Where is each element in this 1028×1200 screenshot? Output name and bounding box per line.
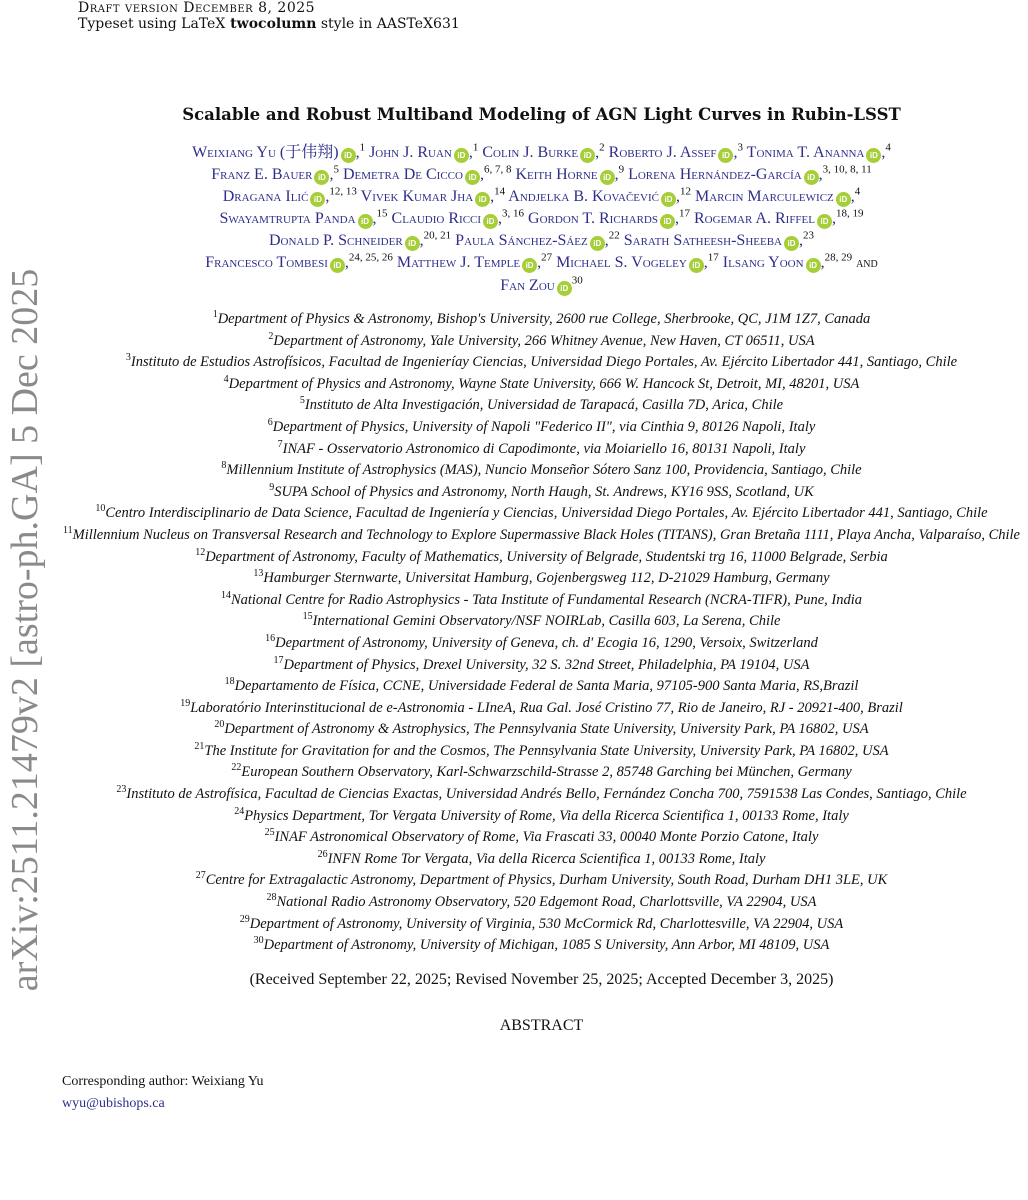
- author: Weixiang Yu (于伟翔) iD ,$^1$: [192, 141, 366, 161]
- affiliation-text: Physics Department, Tor Vergata University of Rome, Via della Ricerca Scientifica 1, 00133 Rome, Italy: [244, 807, 849, 824]
- footnote: [62, 1071, 1028, 1115]
- arxiv-stamp: arXiv:2511.21479v2 [astro-ph.GA] 5 Dec 2025: [4, 268, 46, 992]
- affiliation-text: INAF Astronomical Observatory of Rome, Via Frascati 33, 00040 Monte Porzio Catone, Italy: [274, 829, 819, 846]
- author-line: [55, 186, 1028, 208]
- affiliation-text: Instituto de Astrofísica, Facultad de Ciencias Exactas, Universidad Andrés Bello, Fernández Concha 700, 7591538 Las Condes, Santiago, Chile: [126, 786, 967, 803]
- affiliation-text: Department of Astronomy, University of Michigan, 1085 S University, Ann Arbor, MI 48109, USA: [263, 937, 830, 954]
- author-name[interactable]: Marcin Marculewicz: [694, 188, 834, 205]
- author: Andjelka B. Kovačević iD ,$^{12}$: [508, 185, 691, 205]
- affiliation-number: 4: [223, 373, 229, 385]
- affiliation-index: 9: [618, 163, 625, 176]
- affiliation-index: 23: [803, 229, 814, 242]
- orcid-icon[interactable]: iD: [836, 192, 851, 207]
- author-name[interactable]: Andjelka B. Kovačević: [508, 188, 659, 205]
- affiliation-text: Department of Astronomy, University of Virginia, 530 McCormick Rd, Charlottesville, VA 22904, USA: [249, 915, 844, 932]
- affiliation-index: 18, 19: [836, 207, 864, 220]
- affiliation-index: 28, 29: [824, 251, 853, 264]
- author-name[interactable]: Demetra De Cicco: [342, 166, 463, 183]
- affiliation-number: 25: [264, 827, 275, 839]
- affiliation: [55, 525, 1028, 547]
- author-line: [55, 275, 1028, 297]
- author-line: [55, 208, 1028, 230]
- affiliation: [55, 503, 1028, 525]
- abstract-heading: ABSTRACT: [499, 1016, 584, 1034]
- orcid-icon[interactable]: iD: [661, 192, 676, 207]
- affiliation-number: 9: [269, 481, 275, 493]
- affiliation-index: 3: [737, 141, 743, 154]
- author: Dragana Ilić iD ,$^{12, 13}$: [222, 185, 357, 205]
- affiliation: [55, 892, 1028, 914]
- affiliation-text: National Radio Astronomy Observatory, 520 Edgemont Road, Charlottsville, VA 22904, USA: [276, 894, 817, 911]
- affiliation-text: Department of Astronomy, Yale University, 266 Whitney Avenue, New Haven, CT 06511, USA: [273, 332, 815, 349]
- orcid-icon[interactable]: iD: [465, 170, 480, 185]
- orcid-icon[interactable]: iD: [590, 236, 605, 251]
- orcid-icon[interactable]: iD: [483, 214, 498, 229]
- orcid-icon[interactable]: iD: [689, 258, 704, 273]
- affiliation-text: Department of Astronomy & Astrophysics, The Pennsylvania State University, University Park, PA 16802, USA: [224, 721, 869, 738]
- affiliation-index: 17: [707, 251, 719, 264]
- author-line: [55, 164, 1028, 186]
- affiliation-index: 3, 16: [502, 207, 525, 220]
- affiliation: [55, 784, 1028, 806]
- affiliation: [55, 590, 1028, 612]
- affiliation-text: Centro Interdisciplinario de Data Science, Facultad de Ingeniería y Ciencias, Universidad Diego Portales, Av. Ejército Libertador 441, Santiago, Chile: [105, 505, 988, 522]
- affiliation: [55, 439, 1028, 461]
- affiliation-text: Millennium Institute of Astrophysics (MAS), Nuncio Monseñor Sótero Sanz 100, Providencia, Santiago, Chile: [226, 462, 862, 479]
- author: Vivek Kumar Jha iD ,$^{14}$: [360, 185, 506, 205]
- author: Keith Horne iD ,$^9$: [515, 163, 625, 183]
- author-name[interactable]: Keith Horne: [515, 166, 598, 183]
- author: Gordon T. Richards iD ,$^{17}$: [528, 207, 690, 227]
- affiliation: [55, 547, 1028, 569]
- author-name[interactable]: Michael S. Vogeley: [556, 254, 687, 271]
- affiliation-number: 28: [266, 892, 277, 904]
- affiliation: [55, 395, 1028, 417]
- affiliation-index: 14: [494, 185, 506, 198]
- affiliation-text: SUPA School of Physics and Astronomy, North Haugh, St. Andrews, KY16 9SS, Scotland, UK: [274, 483, 814, 500]
- and-word: and: [856, 256, 878, 271]
- typeset-text: Typeset using: [78, 16, 182, 32]
- author: Swayamtrupta Panda iD ,$^{15}$: [219, 207, 388, 227]
- author-line: [55, 230, 1028, 252]
- affiliation-index: 20, 21: [423, 229, 452, 242]
- affiliation: [55, 460, 1028, 482]
- affiliation: [55, 417, 1028, 439]
- author: Francesco Tombesi iD ,$^{24, 25, 26}$: [205, 251, 393, 271]
- affiliation-number: 17: [273, 654, 284, 666]
- orcid-icon[interactable]: iD: [330, 258, 345, 273]
- author: Roberto J. Assef iD ,$^3$: [608, 141, 743, 161]
- typeset-style: twocolumn: [225, 16, 317, 32]
- affiliation: [55, 914, 1028, 936]
- affiliation-number: 23: [116, 784, 127, 796]
- orcid-icon[interactable]: iD: [784, 236, 799, 251]
- orcid-icon[interactable]: iD: [866, 148, 881, 163]
- affiliation: [55, 762, 1028, 784]
- affiliation-index: 12: [679, 185, 691, 198]
- corresponding-author: Corresponding author: Weixiang Yu: [62, 1073, 264, 1089]
- affiliation-number: 11: [63, 525, 73, 537]
- author-name[interactable]: Franz E. Bauer: [211, 166, 313, 183]
- affiliation: [55, 568, 1028, 590]
- affiliation-text: INAF - Osservatorio Astronomico di Capodimonte, via Moiariello 16, 80131 Napoli, Italy: [282, 440, 806, 457]
- affiliation-index: 17: [678, 207, 690, 220]
- affiliation-text: Laboratório Interinstitucional de e-Astronomia - LIneA, Rua Gal. José Cristino 77, Rio de Janeiro, RJ - 20921-400, Brazil: [190, 699, 903, 716]
- affiliation: [55, 827, 1028, 849]
- author: Sarath Satheesh-Sheeba iD ,$^{23}$: [623, 229, 814, 249]
- affiliation-number: 12: [195, 546, 206, 558]
- orcid-icon[interactable]: iD: [804, 170, 819, 185]
- affiliation-number: 20: [214, 719, 225, 731]
- affiliation-number: 19: [180, 697, 191, 709]
- author: Tonima T. Ananna iD ,$^4$: [746, 141, 891, 161]
- affiliation: [55, 633, 1028, 655]
- affiliation-index: 27: [541, 251, 553, 264]
- author-line: [55, 252, 1028, 275]
- affiliation-text: Department of Astronomy, University of Geneva, ch. d' Ecogia 16, 1290, Versoix, Switzerland: [275, 634, 818, 651]
- received-dates: (Received September 22, 2025; Revised November 25, 2025; Accepted December 3, 2025): [249, 970, 834, 988]
- author-name[interactable]: Fan Zou: [500, 277, 555, 294]
- affiliation-text: INFN Rome Tor Vergata, Via della Ricerca Scientifica 1, 00133 Rome, Italy: [327, 850, 766, 867]
- affiliation-number: 14: [220, 589, 231, 601]
- affiliation-number: 21: [194, 741, 205, 753]
- affiliation-text: Department of Physics, University of Napoli "Federico II", via Cinthia 9, 80126 Napoli, Italy: [272, 418, 816, 435]
- latex-logo: LaTeX: [181, 16, 226, 32]
- author-name[interactable]: John J. Ruan: [369, 144, 452, 161]
- affiliation-index: 30: [571, 274, 583, 287]
- author: Lorena Hernández-García iD ,$^{3, 10, 8, 11}$: [628, 163, 872, 183]
- affiliation-text: Instituto de Estudios Astrofísicos, Facultad de Ingenieríay Ciencias, Universidad Diego Portales, Av. Ejército Libertador 441, Santiago, Chile: [130, 354, 958, 371]
- author-name[interactable]: Paula Sánchez-Sáez: [455, 232, 588, 249]
- affiliation-index: 4: [885, 141, 891, 154]
- affiliation-number: 7: [277, 438, 283, 450]
- author: Claudio Ricci iD ,$^{3, 16}$: [391, 207, 525, 227]
- affiliation-text: Centre for Extragalactic Astronomy, Department of Physics, Durham University, South Road, Durham DH1 3LE, UK: [205, 872, 888, 889]
- author-list: [55, 142, 1028, 297]
- affiliation-text: National Centre for Radio Astrophysics - Tata Institute of Fundamental Research (NCRA-TIFR), Pune, India: [230, 591, 863, 608]
- typeset-text: style in AASTeX631: [316, 16, 460, 32]
- orcid-icon[interactable]: iD: [660, 214, 675, 229]
- affiliation-index: 2: [599, 141, 605, 154]
- affiliation-number: 6: [267, 417, 273, 429]
- author-name[interactable]: Dragana Ilić: [222, 188, 309, 205]
- affiliation-index: 1: [472, 141, 479, 154]
- affiliation-number: 29: [239, 913, 250, 925]
- affiliation-text: International Gemini Observatory/NSF NOIRLab, Casilla 603, La Serena, Chile: [312, 613, 781, 630]
- affiliation-index: 24, 25, 26: [348, 251, 393, 264]
- affiliation-number: 15: [302, 611, 313, 623]
- affiliation: [55, 849, 1028, 871]
- author-name[interactable]: Vivek Kumar Jha: [360, 188, 474, 205]
- author: [500, 274, 583, 294]
- orcid-icon[interactable]: iD: [600, 170, 615, 185]
- affiliation: [55, 352, 1028, 374]
- author: Paula Sánchez-Sáez iD ,$^{22}$: [455, 229, 620, 249]
- orcid-icon[interactable]: iD: [580, 148, 595, 163]
- author-email-link[interactable]: wyu@ubishops.ca: [62, 1095, 165, 1111]
- author-name[interactable]: Matthew J. Temple: [396, 254, 521, 271]
- author-name[interactable]: Weixiang Yu (于伟翔): [192, 144, 339, 161]
- affiliation-text: Department of Physics, Drexel University, 32 S. 32nd Street, Philadelphia, PA 19104, USA: [283, 656, 810, 673]
- affiliation-index: 4: [854, 185, 861, 198]
- affiliation-index: 6, 7, 8: [483, 163, 512, 176]
- affiliation: [55, 935, 1028, 957]
- author-name[interactable]: Tonima T. Ananna: [746, 144, 865, 161]
- draft-version: Draft version December 8, 2025: [78, 0, 316, 16]
- affiliation: [55, 655, 1028, 677]
- affiliation: [55, 374, 1028, 396]
- orcid-icon[interactable]: iD: [817, 214, 832, 229]
- orcid-icon[interactable]: iD: [806, 258, 821, 273]
- affiliation-list: [55, 309, 1028, 957]
- affiliation-number: 3: [125, 352, 131, 364]
- author-name[interactable]: Lorena Hernández-García: [628, 166, 802, 183]
- affiliation-text: Instituto de Alta Investigación, Universidad de Tarapacá, Casilla 7D, Arica, Chile: [304, 397, 784, 414]
- author: Demetra De Cicco iD ,$^{6, 7, 8}$: [342, 163, 512, 183]
- orcid-icon[interactable]: iD: [454, 148, 469, 163]
- affiliation-text: Departamento de Física, CCNE, Universidade Federal de Santa Maria, 97105-900 Santa Maria, RS,Brazil: [234, 678, 859, 695]
- affiliation: [55, 870, 1028, 892]
- author-name[interactable]: Claudio Ricci: [391, 210, 482, 227]
- orcid-icon[interactable]: iD: [718, 148, 733, 163]
- affiliation-number: 16: [265, 633, 276, 645]
- front-matter: [55, 0, 1028, 1125]
- affiliation-number: 18: [224, 676, 235, 688]
- author-name[interactable]: Francesco Tombesi: [205, 254, 328, 271]
- affiliation: [55, 698, 1028, 720]
- affiliation: [55, 309, 1028, 331]
- affiliation: [55, 331, 1028, 353]
- author: John J. Ruan iD ,$^1$: [369, 141, 479, 161]
- orcid-icon[interactable]: iD: [405, 236, 420, 251]
- affiliation: [55, 741, 1028, 763]
- author: Colin J. Burke iD ,$^2$: [482, 141, 605, 161]
- affiliation-text: Hamburger Sternwarte, Universitat Hamburg, Gojenbergsweg 112, D-21029 Hamburg, Germany: [263, 570, 830, 587]
- affiliation-number: 13: [253, 568, 264, 580]
- author: Ilsang Yoon iD ,$^{28, 29}$: [722, 251, 853, 271]
- orcid-icon[interactable]: iD: [341, 148, 356, 163]
- orcid-icon[interactable]: iD: [557, 281, 572, 296]
- affiliation-number: 5: [299, 395, 305, 407]
- orcid-icon[interactable]: iD: [314, 170, 329, 185]
- author: Marcin Marculewicz iD ,$^4$: [694, 185, 861, 205]
- affiliation-text: Department of Physics & Astronomy, Bishop's University, 2600 rue College, Sherbrooke, QC, J1M 1Z7, Canada: [217, 311, 871, 327]
- affiliation-index: 3, 10, 8, 11: [822, 163, 872, 176]
- author-name[interactable]: Colin J. Burke: [482, 144, 579, 161]
- affiliation-number: 10: [95, 503, 106, 515]
- affiliation-text: European Southern Observatory, Karl-Schwarzschild-Strasse 2, 85748 Garching bei München, Germany: [241, 764, 852, 781]
- author-name[interactable]: Swayamtrupta Panda: [219, 210, 356, 227]
- author-name[interactable]: Donald P. Schneider: [268, 232, 403, 249]
- affiliation-index: 22: [608, 229, 620, 242]
- affiliation-index: 15: [376, 207, 388, 220]
- affiliation: [55, 482, 1028, 504]
- affiliation: [55, 611, 1028, 633]
- affiliation-number: 22: [231, 762, 242, 774]
- affiliation-number: 30: [253, 935, 264, 947]
- affiliation: [55, 806, 1028, 828]
- affiliation-text: Department of Astronomy, Faculty of Mathematics, University of Belgrade, Studentski trg 16, 11000 Belgrade, Serbia: [205, 548, 888, 565]
- author-line: [55, 142, 1028, 164]
- affiliation: [55, 719, 1028, 741]
- affiliation-number: 27: [195, 870, 206, 882]
- author-name[interactable]: Roberto J. Assef: [608, 144, 717, 161]
- orcid-icon[interactable]: iD: [358, 214, 373, 229]
- affiliation-number: 1: [212, 309, 218, 321]
- affiliation-index: 1: [359, 141, 366, 154]
- author: Rogemar A. Riffel iD ,$^{18, 19}$: [693, 207, 864, 227]
- author-name[interactable]: Rogemar A. Riffel: [693, 210, 815, 227]
- author: Michael S. Vogeley iD ,$^{17}$: [556, 251, 719, 271]
- paper-title: Scalable and Robust Multiband Modeling of AGN Light Curves in Rubin-LSST: [182, 105, 901, 124]
- affiliation-text: The Institute for Gravitation for and the Cosmos, The Pennsylvania State University, University Park, PA 16802, USA: [204, 742, 889, 759]
- author: Matthew J. Temple iD ,$^{27}$: [396, 251, 553, 271]
- author: Donald P. Schneider iD ,$^{20, 21}$: [268, 229, 452, 249]
- affiliation: [55, 676, 1028, 698]
- affiliation-index: 5: [333, 163, 339, 176]
- affiliation-number: 24: [234, 805, 245, 817]
- author-name[interactable]: Ilsang Yoon: [722, 254, 804, 271]
- affiliation-number: 26: [317, 849, 328, 861]
- affiliation-number: 2: [268, 330, 274, 342]
- orcid-icon[interactable]: iD: [475, 192, 490, 207]
- affiliation-text: Millennium Nucleus on Transversal Research and Technology to Explore Supermassive Black Holes (TITANS), Gran Bretaña 1111, Playa Ancha, Valparaíso, Chile: [72, 526, 1020, 543]
- orcid-icon[interactable]: iD: [310, 192, 325, 207]
- author: Franz E. Bauer iD ,$^5$: [211, 163, 339, 183]
- author-name[interactable]: Sarath Satheesh-Sheeba: [623, 232, 782, 249]
- affiliation-index: 12, 13: [329, 185, 357, 198]
- orcid-icon[interactable]: iD: [522, 258, 537, 273]
- affiliation-text: Department of Physics and Astronomy, Wayne State University, 666 W. Hancock St, Detroit, MI, 48201, USA: [228, 375, 860, 392]
- affiliation-number: 8: [221, 460, 227, 472]
- author-name[interactable]: Gordon T. Richards: [528, 210, 658, 227]
